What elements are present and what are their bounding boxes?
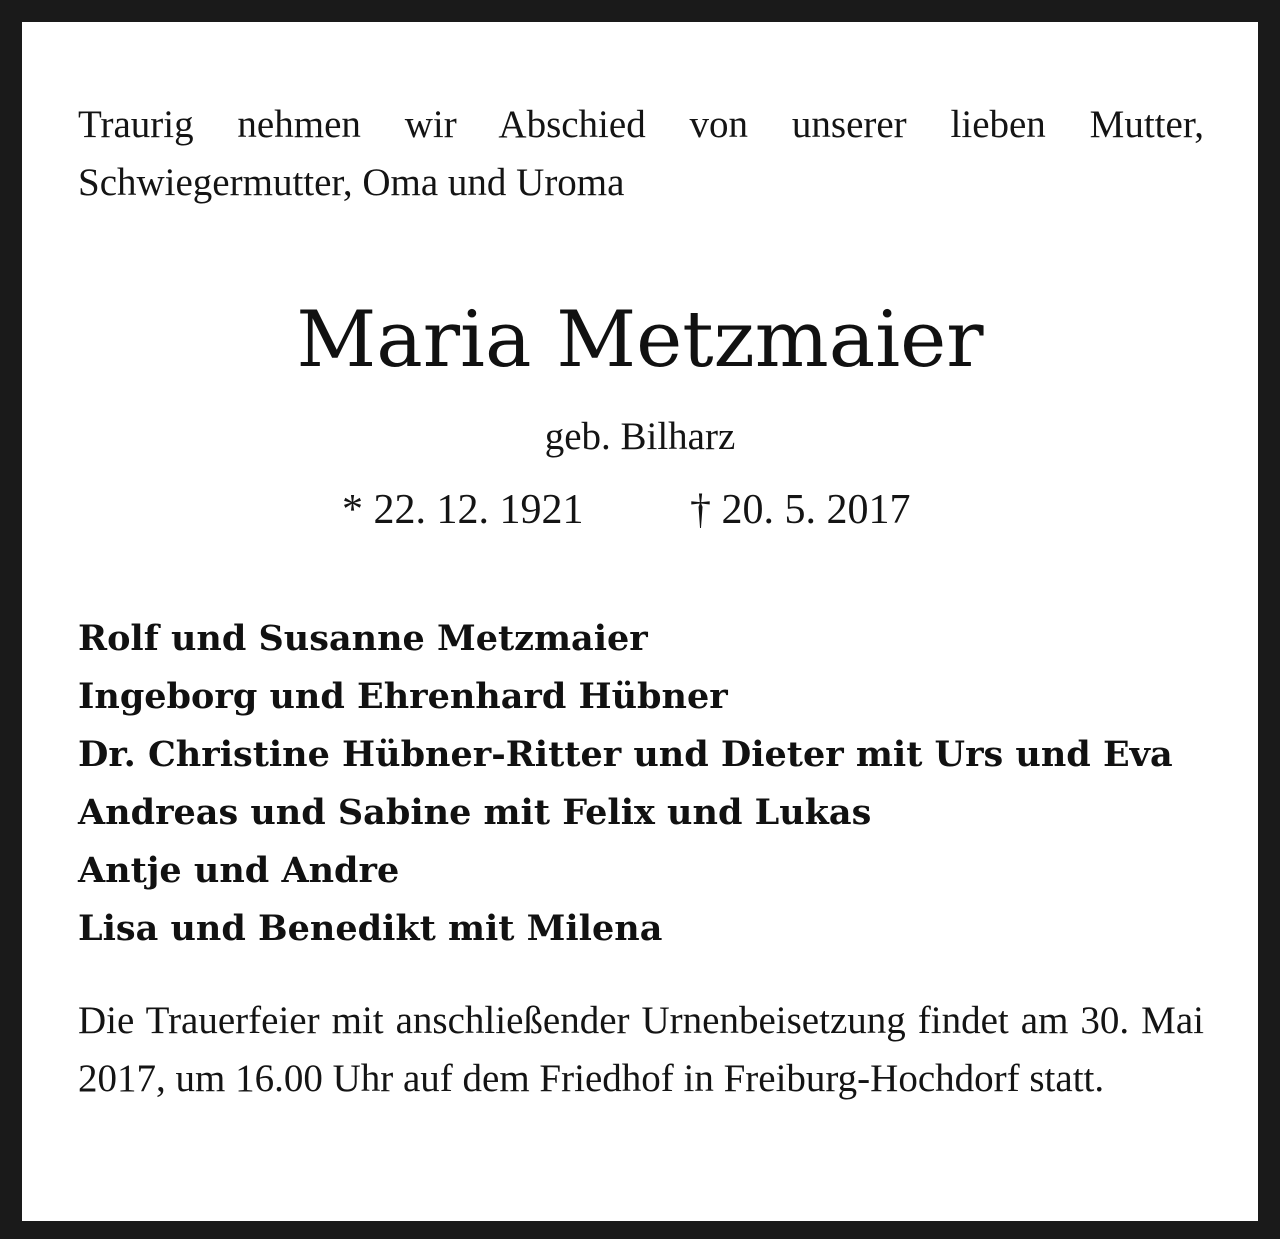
mourner-line: Rolf und Susanne Metzmaier xyxy=(78,618,648,659)
maiden-name: geb. Bilharz xyxy=(544,415,736,458)
funeral-details: Die Trauerfeier mit anschließender Urnenbeisetzung findet am 30. Mai 2017, um 16.00 Uhr auf dem Friedhof in Freiburg-Hochdorf statt. xyxy=(78,999,1204,1100)
mourner-line: Andreas und Sabine mit Felix und Lukas xyxy=(78,792,872,833)
mourner-line: Dr. Christine Hübner-Ritter und Dieter mit Urs und Eva xyxy=(78,734,1173,775)
deceased-name: Maria Metzmaier xyxy=(296,295,984,385)
intro-text: Traurig nehmen wir Abschied von unserer lieben Mutter, Schwiegermutter, Oma und Uroma xyxy=(78,103,1204,204)
mourners-list xyxy=(78,610,1173,958)
mourner-line: Antje und Andre xyxy=(78,850,400,891)
birth-date: * 22. 12. 1921 xyxy=(342,487,584,533)
mourner-line: Ingeborg und Ehrenhard Hübner xyxy=(78,676,728,717)
mourner-line: Lisa und Benedikt mit Milena xyxy=(78,908,663,949)
death-date: † 20. 5. 2017 xyxy=(690,487,911,533)
